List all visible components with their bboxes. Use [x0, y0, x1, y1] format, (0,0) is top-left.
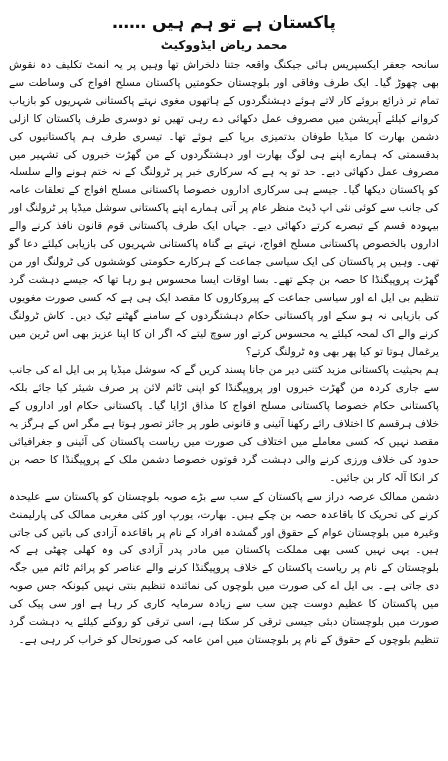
article-body — [9, 57, 439, 650]
article-paragraph-1: سانحہ جعفر ایکسپریس ہائی جیکنگ واقعہ جتنا دلخراش تھا وہیں پر یہ انمٹ تکلیف دہ نقوش بھی چھوڑ گیا۔ ایک طرف وفاقی اور بلوچستان حکومتیں پاکستان مسلح افواج کی وساطت سے تمام تر ذرائع بروئے کار لاتے ہوئے دہشتگردوں کے ہاتھوں مغوی نہتے پاکستانی شہریوں کو بازیاب کروانے کیلئے آپریشن میں مصروف عمل دکھائی دے رہی تھیں تو دوسری طرف پاکستان کا ازلی دشمن بھارت کا میڈیا طوفان بدتمیزی برپا کیے ہوئے تھا۔ تیسری طرف ہم پاکستانیوں کی بدقسمتی کہ ہمارے اپنے ہی لوگ بھارت اور دہشتگردوں کے من گھڑت خبروں کی تشہیر میں مصروف عمل دکھائی دیے۔ حد تو یہ ہے کہ سرکاری خبر پر ٹرولنگ کے نہ ختم ہونے والے سلسلہ کو پاکستان دیکھا گیا۔ جیسے ہی سرکاری اداروں خصوصا پاکستانی مسلح افواج کے تعلقات عامہ کی جانب سے کوئی نئی اپ ڈیٹ منظر عام پر آتی ہمارے اپنے پاکستانی سوشل میڈیا پر ٹرولنگ اور بیہودہ قسم کے تبصرے کرتے دکھائی دیے۔ جہاں ایک طرف پاکستانی قوم قانون نافذ کرنے والے اداروں بالخصوص پاکستانی مسلح افواج، نہتے بے گناہ پاکستانی شہریوں کی بازیابی کیلئے دعا گو تھی۔ وہیں پر پاکستان کی ایک سیاسی جماعت کے ہرکارے حکومتی کوششوں کی ٹرولنگ اور من گھڑت پروپیگنڈا کا حصہ بن چکے تھے۔ بسا اوقات ایسا محسوس ہو رہا تھا کہ جیسے دہشت گرد تنظیم بی ایل اے اور سیاسی جماعت کے پیروکاروں کا مقصد ایک ہی ہے کہ کسی صورت مغویوں کی بازیابی نہ ہو سکے اور پاکستانی حکام دہشتگردوں کے سامنے گھٹنے ٹیک دیں۔ کاش ٹرولنگ کرنے والے اک لمحہ کیلئے یہ محسوس کرتے اور سوچ لیتے کہ اگر ان کا اپنا عزیز بھی اس ٹرین میں یرغمال ہوتا تو کیا پھر بھی وہ ٹرولنگ کرتے؟ — [9, 59, 439, 358]
article-paragraph-3: دشمن ممالک عرصہ دراز سے پاکستان کے سب سے بڑے صوبہ بلوچستان کو پاکستان سے علیحدہ کرنے کی تحریک کا باقاعدہ حصہ بن چکے ہیں۔ بھارت، یورپ اور کئی مغربی ممالک کی پارلیمنٹ وغیرہ میں بلوچستان عوام کے حقوق اور گمشدہ افراد کے نام پر باقاعدہ آزادی کی باتیں کی جاتی ہیں۔ یہی نہیں کسی بھی مملکت پاکستان میں مادر پدر آزادی کی وہ کھلی چھٹی ہے کہ بلوچستان کے نام پر ریاست پاکستان کے خلاف پروپیگنڈا کرنے والے عناصر کو پرائم ٹائم میں جگہ دی جاتی ہے۔ بی ایل اے کی صورت میں بلوچوں کی نمائندہ تنظیم بنتی نہیں کیونکہ جس صوبہ میں پاکستان کا عظیم دوست چین سب سے زیادہ سرمایہ کاری کر رہا ہے اور سی پیک کی صورت میں بلوچستان دبئی جیسی ترقی کر سکتا ہے، اسی ترقی کو روکنے کیلئے یہ دہشت گرد تنظیم بلوچوں کے حقوق کے نام پر بلوچستان میں امن عامہ کی صورتحال کو خراب کر رہی ہے۔ — [9, 490, 439, 646]
article-paragraph-2: ہم بحیثیت پاکستانی مزید کتنی دیر من جانا پسند کریں گے کہ سوشل میڈیا پر بی ایل اے کی جانب سے جاری کردہ من گھڑت خبروں اور پروپیگنڈا کو اپنی ٹائم لائن پر صرف شیئر کیا جائے بلکہ پاکستانی حکام خصوصا پاکستانی مسلح افواج کا مذاق اڑایا گیا۔ پاکستانی حکام اور اداروں کے خلاف ہرقسم کا اختلاف رائے رکھنا آئینی و قانونی طور پر جائز تصور ہوتا ہے مگر اس کے ہرگز یہ مقصد نہیں کہ کسی معاملے میں اختلاف کی صورت میں ریاست پاکستان کی آئینی و جغرافیائی حدود کی خلاف ورزی کرنے والی دہشت گرد قوتوں خصوصا دشمن ملک کے پروپیگنڈا کا حصہ بن کر انکا آلہ کار بن جائیں۔ — [9, 364, 439, 484]
article-author: محمد ریاض ایڈووکیٹ — [160, 38, 288, 52]
article-title: پاکستان ہے تو ہم ہیں …… — [112, 13, 336, 33]
